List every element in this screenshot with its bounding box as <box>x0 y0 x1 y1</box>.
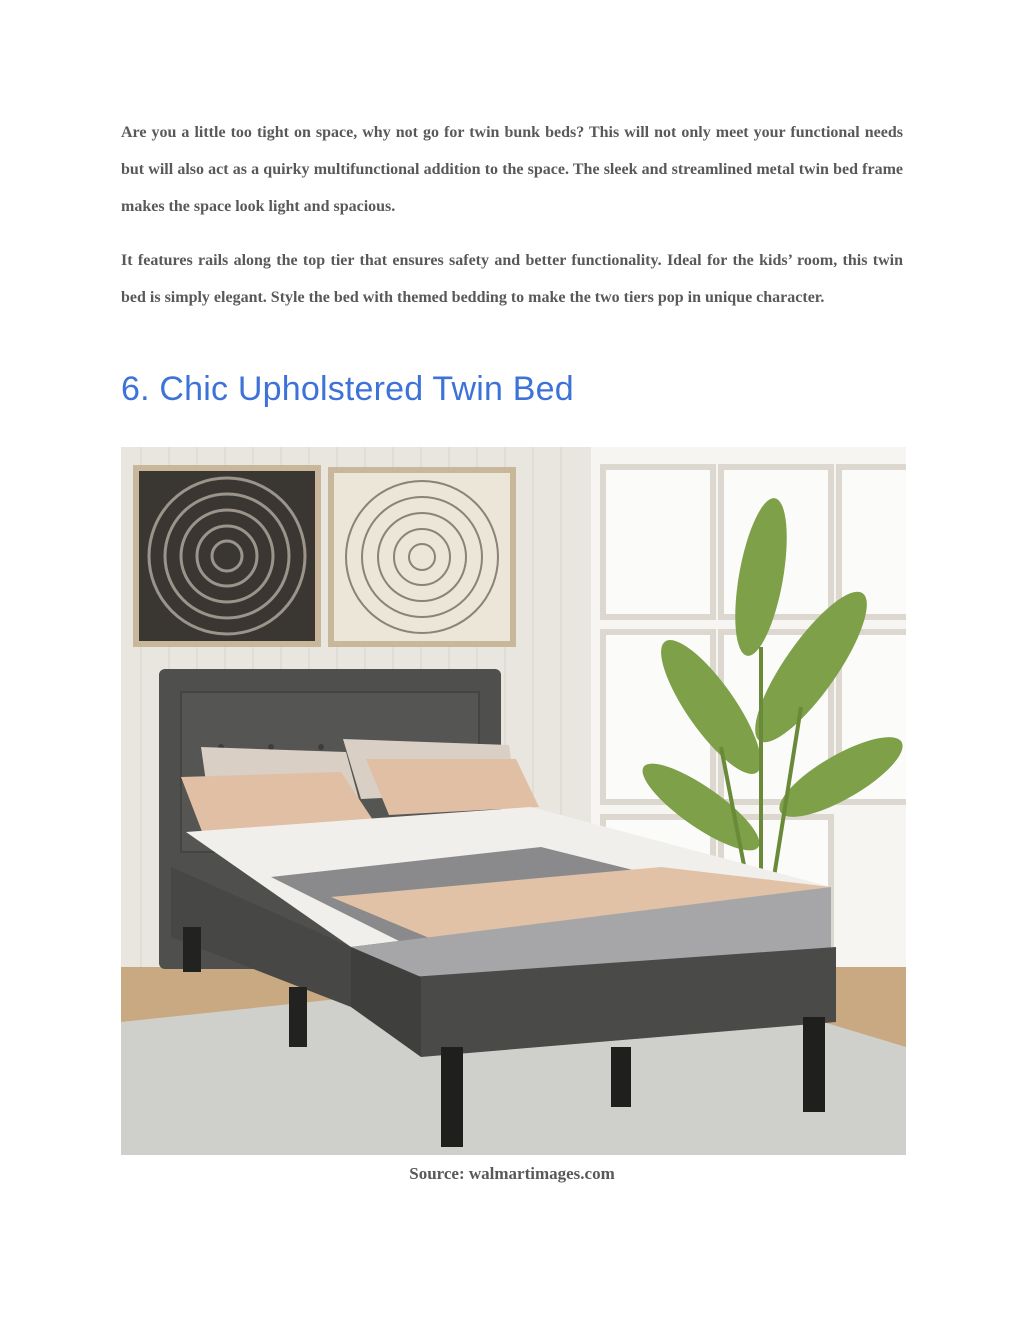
image-caption: Source: walmartimages.com <box>409 1164 615 1183</box>
intro-paragraph-1: Are you a little too tight on space, why not go for twin bunk beds? This will not only meet your functional needs but will also act as a quirky multifunctional addition to the space. The sleek and streamlined metal twin bed frame makes the space look light and spacious. <box>121 124 903 215</box>
section-heading: 6. Chic Upholstered Twin Bed <box>121 370 574 408</box>
bed-photo <box>121 447 906 1155</box>
intro-paragraph-2: It features rails along the top tier that ensures safety and better functionality. Ideal for the kids’ room, this twin bed is simply elegant. Style the bed with themed bedding to make the two tiers pop in unique character. <box>121 252 903 306</box>
